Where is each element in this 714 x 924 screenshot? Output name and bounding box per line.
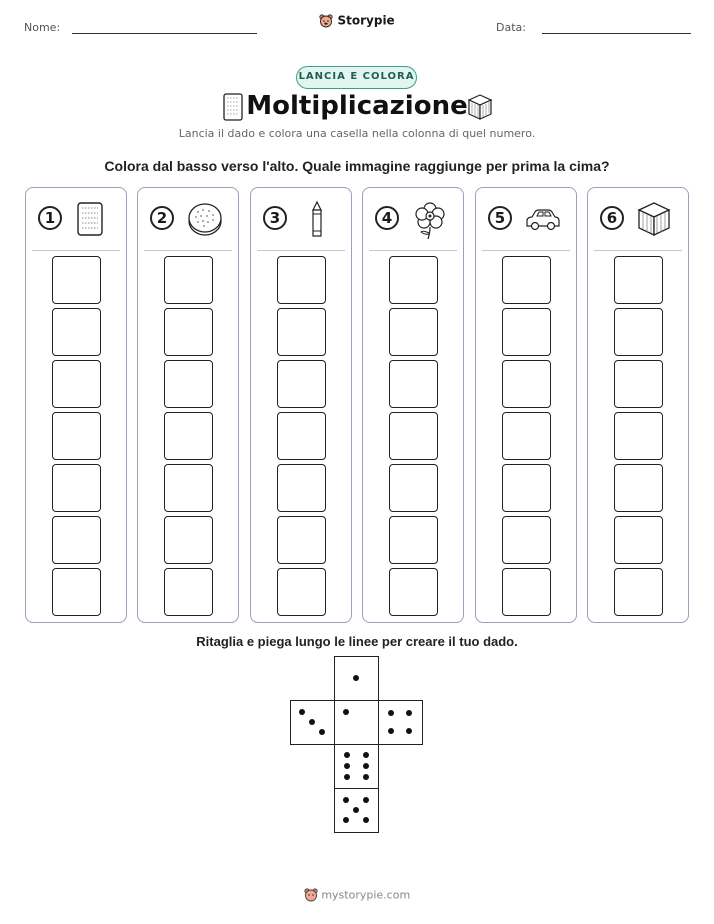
- color-box[interactable]: [389, 308, 438, 356]
- color-box[interactable]: [164, 412, 213, 460]
- dice-pip: [319, 729, 325, 735]
- color-box[interactable]: [502, 568, 551, 616]
- color-box[interactable]: [614, 256, 663, 304]
- car-icon: [524, 200, 562, 238]
- color-box[interactable]: [164, 464, 213, 512]
- dice-pip: [406, 710, 412, 716]
- column-divider: [32, 250, 120, 251]
- dice-face-4: [378, 700, 423, 745]
- color-box[interactable]: [502, 360, 551, 408]
- color-box[interactable]: [614, 308, 663, 356]
- color-box[interactable]: [52, 412, 101, 460]
- color-box[interactable]: [277, 412, 326, 460]
- dice-face-6: [334, 744, 379, 789]
- instruction-text: Colora dal basso verso l'alto. Quale immagine raggiunge per prima la cima?: [104, 158, 610, 174]
- page-title: Moltiplicazione: [246, 91, 468, 121]
- brand-logo: [0, 13, 714, 28]
- page-subtitle: Lancia il dado e colora una casella nella colonna di quel numero.: [178, 127, 536, 140]
- dice-pip: [353, 807, 359, 813]
- dice-pip: [363, 817, 369, 823]
- footer-url: mystorypie.com: [321, 888, 411, 902]
- column-divider: [257, 250, 345, 251]
- color-box[interactable]: [389, 516, 438, 564]
- color-box[interactable]: [164, 360, 213, 408]
- color-box[interactable]: [277, 464, 326, 512]
- wooden-box-icon: [636, 200, 672, 238]
- color-box[interactable]: [164, 568, 213, 616]
- color-box[interactable]: [502, 256, 551, 304]
- column-number: 5: [488, 206, 512, 230]
- color-box[interactable]: [277, 360, 326, 408]
- crayon-icon: [299, 200, 335, 238]
- activity-badge: LANCIA E COLORA: [296, 66, 417, 89]
- dice-pip: [388, 710, 394, 716]
- dice-pip: [309, 719, 315, 725]
- name-line: [72, 33, 257, 34]
- color-box[interactable]: [389, 412, 438, 460]
- footer: [0, 888, 714, 902]
- color-box[interactable]: [52, 568, 101, 616]
- date-line: [542, 33, 691, 34]
- dice-pip: [363, 774, 369, 780]
- column-number: 4: [375, 206, 399, 230]
- color-box[interactable]: [389, 568, 438, 616]
- color-box[interactable]: [502, 412, 551, 460]
- dice-pip: [343, 817, 349, 823]
- dice-pip: [344, 752, 350, 758]
- column-2: [137, 187, 239, 623]
- color-box[interactable]: [502, 308, 551, 356]
- dice-pip: [344, 763, 350, 769]
- cut-instruction: Ritaglia e piega lungo le linee per creare il tuo dado.: [196, 634, 518, 649]
- dice-pip: [388, 728, 394, 734]
- color-box[interactable]: [164, 516, 213, 564]
- color-box[interactable]: [277, 516, 326, 564]
- color-box[interactable]: [614, 464, 663, 512]
- column-4: [362, 187, 464, 623]
- color-box[interactable]: [614, 412, 663, 460]
- color-box[interactable]: [614, 516, 663, 564]
- bear-mascot-icon: [319, 14, 333, 28]
- color-box[interactable]: [614, 568, 663, 616]
- color-box[interactable]: [614, 360, 663, 408]
- color-box[interactable]: [52, 516, 101, 564]
- color-box[interactable]: [52, 464, 101, 512]
- bear-mascot-icon: [304, 888, 318, 902]
- dice-pip: [343, 709, 349, 715]
- color-box[interactable]: [52, 256, 101, 304]
- brand-name: Storypie: [337, 13, 395, 28]
- flower-icon: [411, 200, 449, 240]
- column-number: 2: [150, 206, 174, 230]
- cracker-icon: [74, 200, 106, 238]
- dice-pip: [343, 797, 349, 803]
- dice-pip: [344, 774, 350, 780]
- color-box[interactable]: [52, 308, 101, 356]
- dice-face-5: [334, 788, 379, 833]
- dice-face-1-center: [334, 700, 379, 745]
- dice-face-3: [290, 700, 335, 745]
- column-divider: [482, 250, 570, 251]
- column-number: 6: [600, 206, 624, 230]
- date-label: Data:: [496, 21, 526, 34]
- dice-pip: [299, 709, 305, 715]
- color-box[interactable]: [277, 308, 326, 356]
- color-box[interactable]: [277, 568, 326, 616]
- column-6: [587, 187, 689, 623]
- color-box[interactable]: [389, 464, 438, 512]
- cookie-icon: [186, 200, 224, 238]
- dice-pip: [363, 797, 369, 803]
- name-label: Nome:: [24, 21, 61, 34]
- dice-pip: [353, 675, 359, 681]
- dice-pip: [363, 763, 369, 769]
- dice-face-1: [334, 656, 379, 701]
- column-3: [250, 187, 352, 623]
- column-divider: [144, 250, 232, 251]
- column-divider: [369, 250, 457, 251]
- dice-pip: [406, 728, 412, 734]
- color-box[interactable]: [502, 516, 551, 564]
- color-box[interactable]: [389, 256, 438, 304]
- color-box[interactable]: [164, 256, 213, 304]
- column-number: 3: [263, 206, 287, 230]
- color-box[interactable]: [164, 308, 213, 356]
- column-divider: [594, 250, 682, 251]
- column-number: 1: [38, 206, 62, 230]
- column-1: [25, 187, 127, 623]
- column-5: [475, 187, 577, 623]
- wooden-box-icon: [466, 92, 494, 122]
- color-box[interactable]: [277, 256, 326, 304]
- color-box[interactable]: [502, 464, 551, 512]
- dice-pip: [363, 752, 369, 758]
- color-box[interactable]: [389, 360, 438, 408]
- color-box[interactable]: [52, 360, 101, 408]
